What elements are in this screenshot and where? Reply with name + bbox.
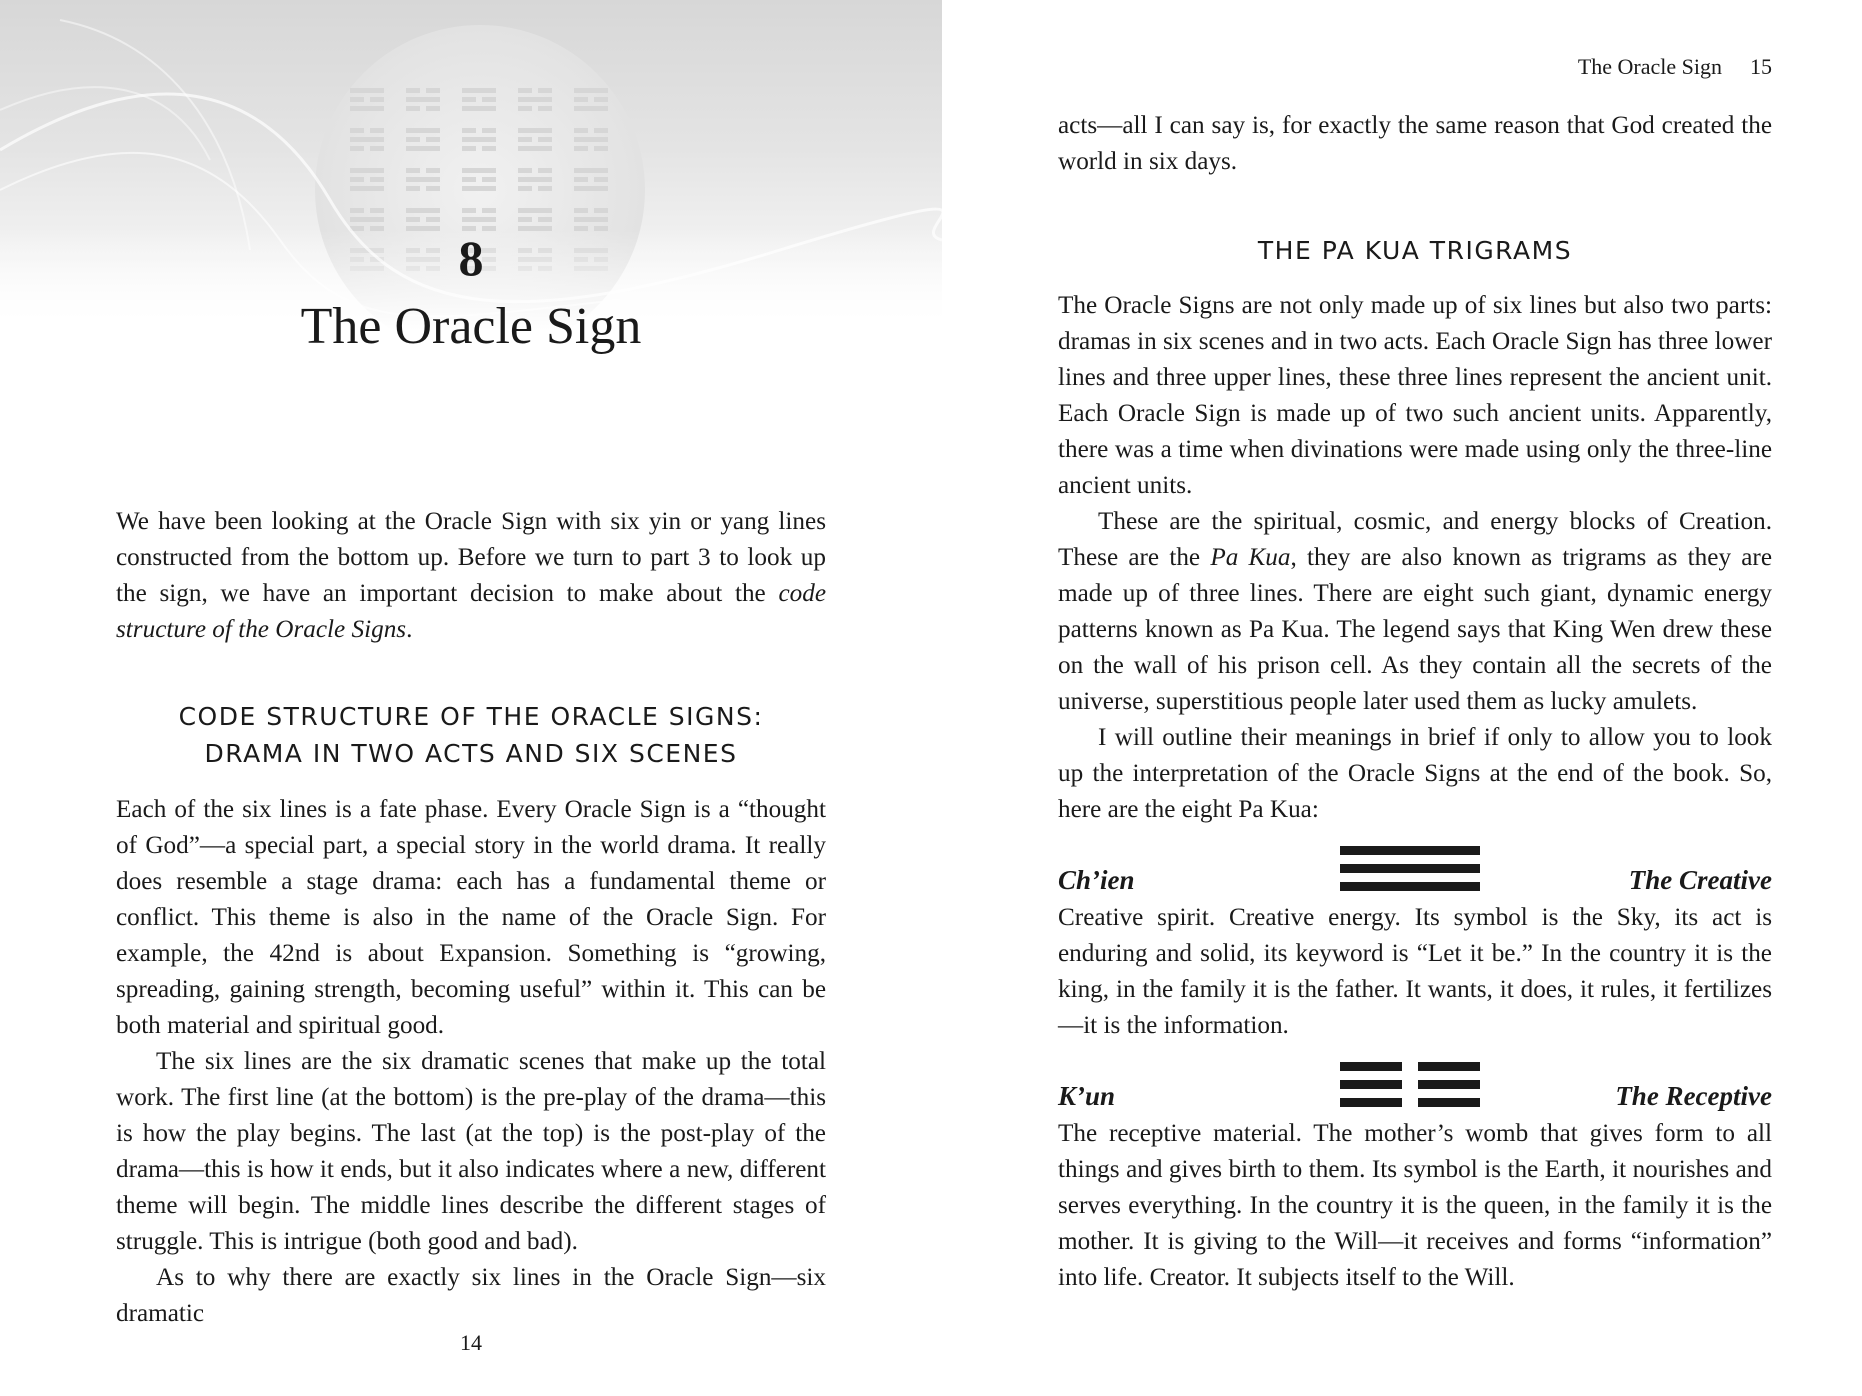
yin-line-segment: [1340, 1080, 1402, 1089]
paragraph: Each of the six lines is a fate phase. Every Oracle Sign is a “thought of God”—a special part, a special story in the world drama. It really does resemble a stage drama: each has a fundamental theme or conflict. This theme is also in the name of the Oracle Sign. For example, the 42nd is about Expansion. Something is “growing, spreading, gaining strength, becoming useful” within it. This can be both material and spiritual good.: [116, 796, 826, 1039]
yin-line-segment: [1418, 1062, 1480, 1071]
trigram-symbol: [1340, 1062, 1480, 1110]
section-heading-pa-kua: THE PA KUA TRIGRAMS: [1257, 236, 1573, 265]
paragraph: acts—all I can say is, for exactly the same reason that God created the world in six days.: [1058, 112, 1772, 175]
yin-line-segment: [1418, 1098, 1480, 1107]
trigram-description: [1058, 900, 1772, 1044]
running-head-title: The Oracle Sign: [1577, 54, 1722, 79]
paragraph: The Oracle Signs are not only made up of six lines but also two parts: dramas in six scenes and in two acts. Each Oracle Sign has three lower lines and three upper lines, these three lines represent the ancient unit. Each Oracle Sign is made up of two such ancient units. Apparently, there was a time when divinations were made using only the three-line ancient units.: [1058, 292, 1772, 499]
intro-text: We have been looking at the Oracle Sign with six yin or yang lines constructed from the bottom up. Before we turn to part 3 to look up the sign, we have an important decision to make about the: [116, 508, 826, 607]
continuation-paragraph: [1058, 108, 1772, 180]
trigram-entry-kun: [1058, 1062, 1772, 1296]
trigram-header: [1058, 1062, 1772, 1116]
paragraph-text: These are the spiritual, cosmic, and energy blocks of Creation. These are the: [1058, 508, 1772, 571]
trigram-name: K’un: [1058, 1081, 1116, 1111]
trigram-description: [1058, 1116, 1772, 1296]
right-page: [942, 0, 1862, 1396]
trigram-name: Ch’ien: [1058, 865, 1135, 895]
yang-line: [1340, 882, 1480, 891]
paragraph: The receptive material. The mother’s womb that gives form to all things and gives birth to them. Its symbol is the Earth, it nourishes and serves everything. In the country it is the queen, in the family it is the mother. It is giving to the Will—it receives and forms “information” into life. Creator. It subjects itself to the Will.: [1058, 1120, 1772, 1291]
page-number-right: 15: [1750, 54, 1772, 79]
intro-text-end: .: [406, 616, 413, 643]
chapter-title: The Oracle Sign: [300, 298, 642, 355]
trigram-meaning: The Creative: [1628, 865, 1772, 895]
paragraph-text: , they are also known as trigrams as they are made up of three lines. There are eight such giant, dynamic energy patterns known as Pa Kua. The legend says that King Wen drew these on the wall of his prison cell. As they contain all the secrets of the universe, superstitious people later used them as lucky amulets.: [1058, 544, 1772, 715]
left-body: [116, 792, 826, 1332]
yin-line-segment: [1340, 1098, 1402, 1107]
yin-line-segment: [1340, 1062, 1402, 1071]
trigram-header: [1058, 846, 1772, 900]
paragraph: As to why there are exactly six lines in the Oracle Sign—six dramatic: [116, 1264, 826, 1327]
intro-italic: code structure of the Oracle Signs: [116, 580, 826, 643]
intro-paragraph: [116, 504, 826, 648]
chapter-number: 8: [458, 230, 484, 286]
yang-line: [1340, 864, 1480, 873]
trigram-entry-chien: [1058, 846, 1772, 1044]
section-heading-line-1: CODE STRUCTURE OF THE ORACLE SIGNS:: [178, 702, 764, 731]
trigram-symbol: [1340, 846, 1480, 894]
yang-line: [1340, 846, 1480, 855]
trigram-meaning: The Receptive: [1615, 1081, 1772, 1111]
right-body: [1058, 288, 1772, 828]
paragraph-italic: Pa Kua: [1210, 544, 1291, 571]
paragraph: I will outline their meanings in brief if only to allow you to look up the interpretation of the Oracle Signs at the end of the book. So, here are the eight Pa Kua:: [1058, 724, 1772, 823]
section-heading-code-structure: [116, 698, 826, 772]
running-head: [942, 52, 1772, 82]
yin-line-segment: [1418, 1080, 1480, 1089]
paragraph: [1058, 504, 1772, 720]
section-heading-line-2: DRAMA IN TWO ACTS AND SIX SCENES: [204, 739, 738, 768]
paragraph: The six lines are the six dramatic scenes that make up the total work. The first line (at the bottom) is the pre-play of the drama—this is how the play begins. The last (at the top) is the post-play of the drama—this is how it ends, but it also indicates where a new, different theme will begin. The middle lines describe the different stages of struggle. This is intrigue (both good and bad).: [116, 1048, 826, 1255]
paragraph: Creative spirit. Creative energy. Its symbol is the Sky, its act is enduring and solid, its keyword is “Let it be.” In the country it is the king, in the family it is the father. It wants, it does, it rules, it fertilizes—it is the information.: [1058, 904, 1772, 1039]
page-number-left: 14: [460, 1330, 482, 1355]
